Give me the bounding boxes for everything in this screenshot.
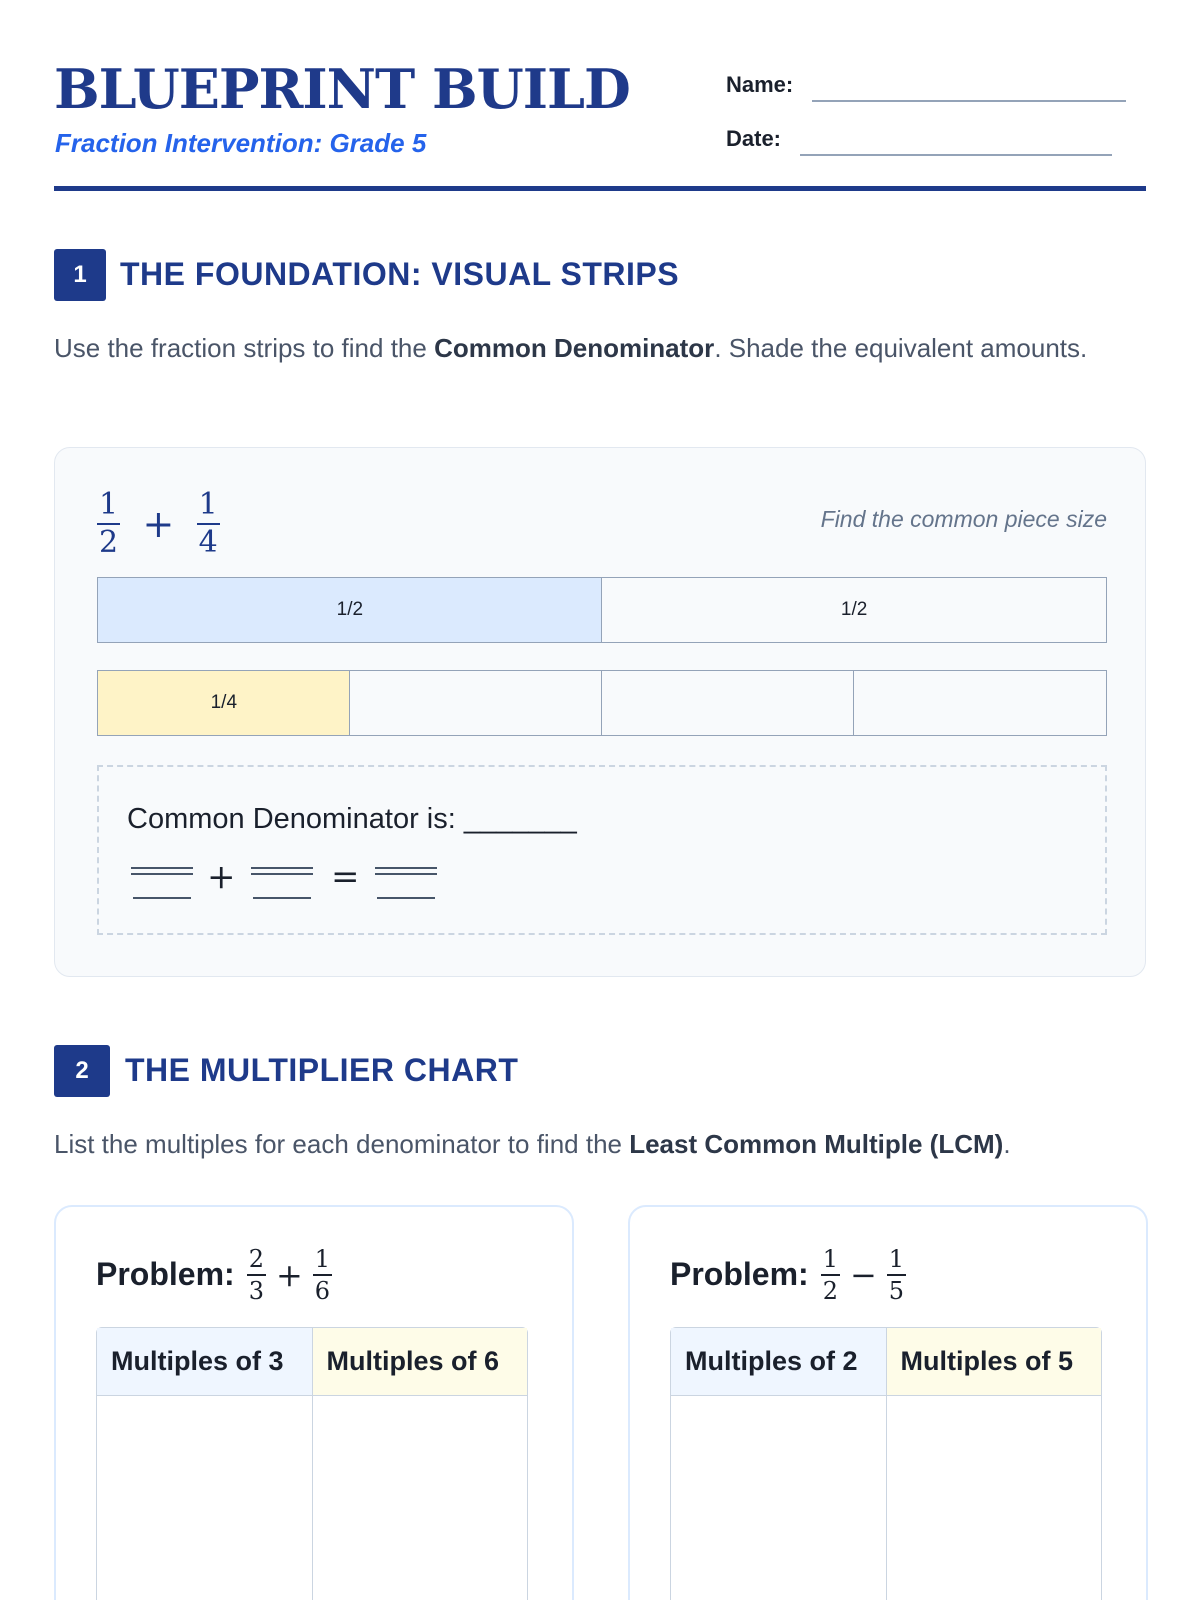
numerator: 1 [822,1245,838,1273]
multiples-column[interactable] [312,1328,528,1600]
problem-label [670,1247,906,1303]
visual-strips-card [54,447,1146,977]
instruction-text: Use the fraction strips to find the [54,333,435,363]
numerator: 1 [888,1245,905,1273]
numerator: 1 [314,1245,331,1273]
numerator: 2 [248,1245,264,1273]
section-title: THE MULTIPLIER CHART [125,1052,519,1088]
fraction [821,1247,840,1303]
multiples-column[interactable] [671,1328,886,1600]
numerator: 1 [198,487,218,522]
halves-strip [97,577,1107,643]
strip-cell[interactable] [601,670,855,736]
instruction-text: . Shade the equivalent amounts. [714,333,1088,363]
column-header: Multiples of 5 [887,1328,1102,1396]
numerator: 1 [99,487,119,522]
strip-cell[interactable]: 1/2 [601,577,1107,643]
denominator: 6 [314,1276,331,1305]
equals-operator: = [331,857,360,897]
instruction-emphasis: Least Common Multiple (LCM) [629,1129,1004,1159]
fraction [197,487,220,560]
problem-card [54,1205,574,1600]
section-title: THE FOUNDATION: VISUAL STRIPS [120,256,680,292]
section-instructions [54,328,1114,368]
multiples-column[interactable] [97,1328,312,1600]
hint-text: Find the common piece size [820,506,1107,532]
header-divider [54,186,1146,191]
common-denominator-prompt: Common Denominator is: _______ [127,803,577,835]
denominator: 5 [888,1276,905,1305]
denominator: 2 [822,1276,838,1305]
plus-operator: + [207,857,236,897]
column-header: Multiples of 2 [671,1328,886,1396]
quarters-strip [97,670,1107,736]
instruction-emphasis: Common Denominator [434,333,715,363]
name-field[interactable] [812,100,1126,102]
fraction [313,1247,332,1303]
section-number-badge: 1 [54,249,106,301]
instruction-text: . [1003,1129,1011,1159]
column-header: Multiples of 3 [97,1328,312,1396]
operator: − [849,1255,877,1294]
worksheet-header [54,56,1146,196]
fraction-expression [97,487,220,560]
problem-label [96,1247,332,1303]
operator: + [142,501,175,546]
date-label: Date: [726,126,782,151]
column-header: Multiples of 6 [313,1328,528,1396]
worksheet-title: BLUEPRINT BUILD [54,57,630,121]
fraction [247,1247,266,1303]
denominator: 3 [248,1276,264,1305]
name-label: Name: [726,72,794,97]
multiples-table [670,1327,1102,1600]
operator: + [275,1255,303,1294]
multiples-table [96,1327,528,1600]
denominator: 4 [198,524,218,560]
instruction-text: List the multiples for each denominator to find the [54,1129,630,1159]
answer-box [97,765,1107,935]
strip-cell[interactable] [349,670,603,736]
problem-prefix: Problem: [670,1256,809,1293]
section-number-badge: 2 [54,1045,110,1097]
problem-prefix: Problem: [96,1256,235,1293]
worksheet-subtitle: Fraction Intervention: Grade 5 [55,128,427,158]
multiples-column[interactable] [886,1328,1102,1600]
problem-card [628,1205,1148,1600]
date-field[interactable] [800,154,1112,156]
denominator: 2 [99,524,119,560]
fraction [887,1247,906,1303]
section-instructions [54,1124,1146,1164]
fraction [97,487,120,560]
strip-cell[interactable]: 1/4 [97,670,351,736]
strip-cell[interactable] [853,670,1107,736]
strip-cell[interactable]: 1/2 [97,577,603,643]
